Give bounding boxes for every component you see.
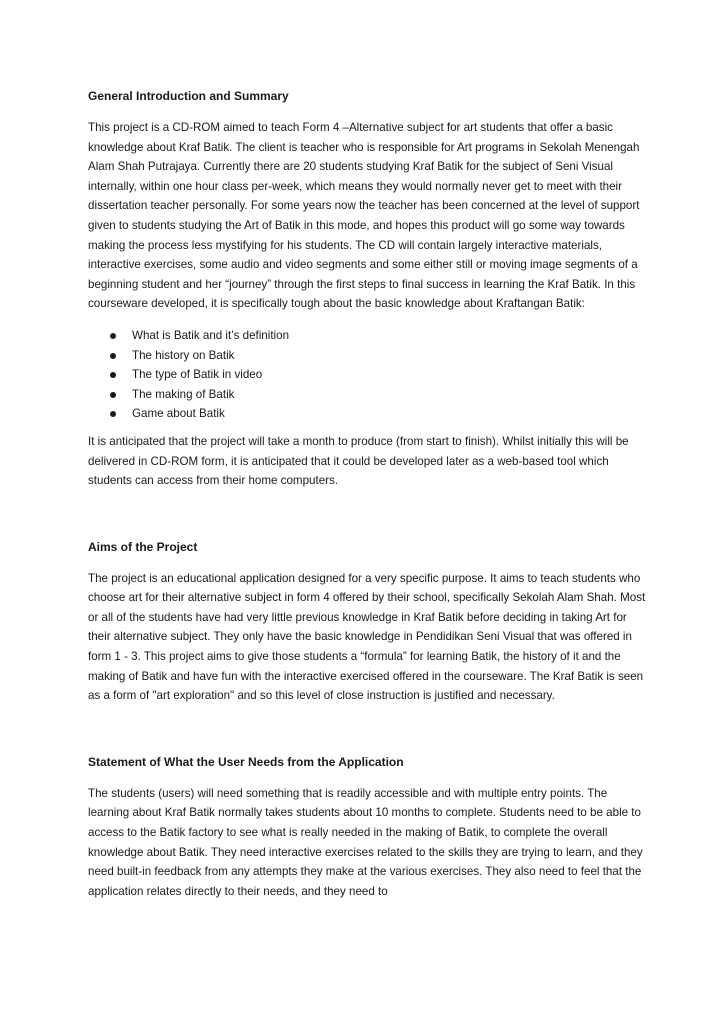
intro-paragraph: This project is a CD-ROM aimed to teach Form 4 –Alternative subject for art students that offer a basic knowledge about Kraf Batik. The client is teacher who is responsible for Art programs in Sekolah Menengah Alam Shah Putrajaya. Currently there are 20 students studying Kraf Batik for the subject of Seni Visual internally, within one hour class per-week, which means they would normally never get to meet with their dissertation teacher personally. For some years now the teacher has been concerned at the level of support given to students studying the Art of Batik in this mode, and hopes this product will go some way towards making the process less mystifying for his students. The CD will contain largely interactive materials, interactive exercises, some audio and video segments and some either still or moving image segments of a beginning student and her “journey” through the first steps to final success in learning the Kraf Batik. In this courseware developed, it is specifically tough about the basic knowledge about Kraftangan Batik:: [88, 121, 640, 311]
section-heading: Statement of What the User Needs from the Application: [88, 754, 404, 769]
topic-list: [88, 326, 648, 424]
document-page: [88, 86, 648, 901]
list-item: Game about Batik: [88, 404, 648, 424]
section-spacer: [88, 491, 648, 537]
bullet-icon: [110, 353, 116, 359]
bullet-icon: [110, 411, 116, 417]
section-user-needs: [88, 752, 648, 902]
section-spacer: [88, 706, 648, 752]
section-heading: General Introduction and Summary: [88, 89, 289, 103]
aims-paragraph: The project is an educational application designed for a very specific purpose. It aims to teach students who choose art for their alternative subject in form 4 offered by their school, specifically Sekolah Alam Shah. Most or all of the students have had very little previous knowledge in Kraf Batik before deciding in taking Art for their alternative subject. They only have the basic knowledge in Pendidikan Seni Visual that was offered in form 1 - 3. This project aims to give those students a “formula” for learning Batik, the history of it and the making of Batik and have fun with the interactive exercised offered in the courseware. The Kraf Batik is seen as a form of "art exploration" and so this level of close instruction is justified and necessary.: [88, 571, 646, 703]
closing-paragraph: It is anticipated that the project will take a month to produce (from start to finish). Whilst initially this will be delivered in CD-ROM form, it is anticipated that it could be developed later as a web-based tool which students can access from their home computers.: [88, 434, 629, 488]
list-item: The type of Batik in video: [88, 365, 648, 385]
list-item: The history on Batik: [88, 346, 648, 366]
section-heading: Aims of the Project: [88, 539, 198, 554]
section-aims: [88, 537, 648, 706]
section-general-introduction: [88, 86, 648, 491]
list-item: What is Batik and it’s definition: [88, 326, 648, 346]
user-needs-paragraph: The students (users) will need something that is readily accessible and with multiple entry points. The learning about Kraf Batik normally takes students about 10 months to complete. Students need to be able to access to the Batik factory to see what is really needed in the making of Batik, to complete the overall knowledge about Batik. They need interactive exercises related to the skills they are trying to learn, and they need built-in feedback from any attempts they make at the various exercises. They also need to feel that the application relates directly to their needs, and they need to: [88, 786, 643, 898]
bullet-icon: [110, 333, 116, 339]
bullet-icon: [110, 372, 116, 378]
list-item: The making of Batik: [88, 385, 648, 405]
bullet-icon: [110, 392, 116, 398]
